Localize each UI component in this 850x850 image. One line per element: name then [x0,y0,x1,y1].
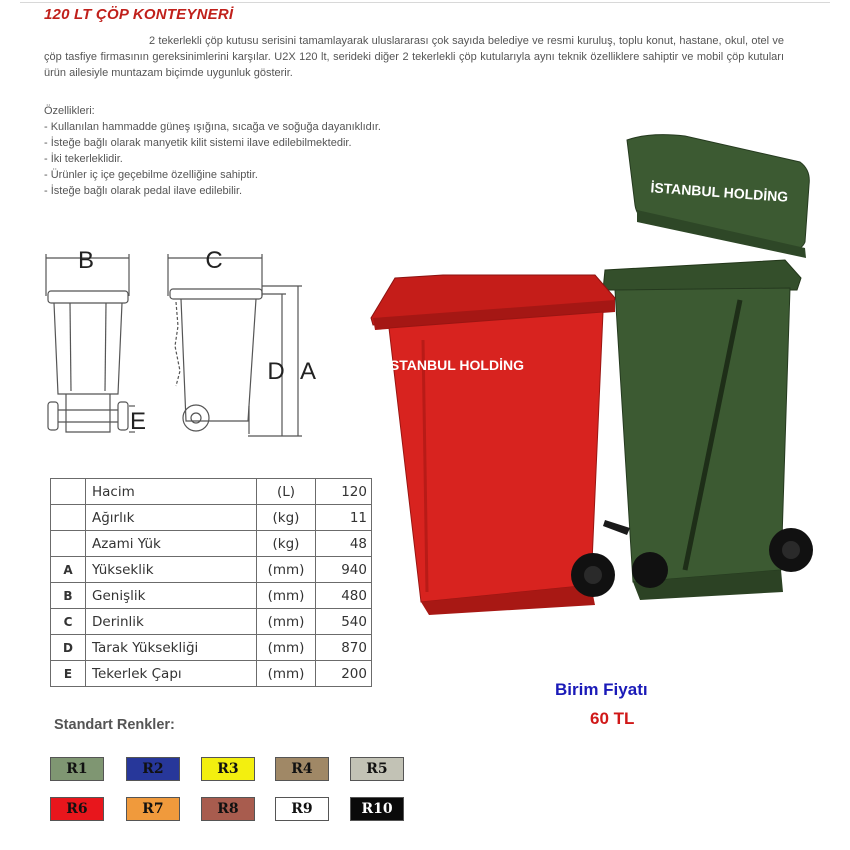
features-heading: Özellikleri: [44,105,95,117]
row-letter: C [51,609,86,635]
color-swatch-r5: R5 [350,757,404,781]
green-bin-pedal [603,520,630,535]
red-bin-body [389,312,603,602]
features-list [44,103,381,199]
row-value: 870 [316,635,372,661]
row-name: Azami Yük [86,531,257,557]
front-wheel-right [118,402,128,430]
label-e: E [129,408,147,435]
row-letter: E [51,661,86,687]
table-row [51,479,372,505]
feature-item: - İsteğe bağlı olarak manyetik kilit sistemi ilave edilebilmektedir. [44,137,352,149]
row-name: Tekerlek Çapı [86,661,257,687]
row-value: 120 [316,479,372,505]
green-bin-body [615,288,790,582]
side-wheel [183,405,209,431]
label-d: D [267,358,285,385]
technical-drawing [36,236,336,446]
color-swatch-r1: R1 [50,757,104,781]
table-row [51,505,372,531]
row-unit: (mm) [257,635,316,661]
green-bin-brand: İSTANBUL HOLDİNG [649,179,789,205]
row-name: Ağırlık [86,505,257,531]
green-bin-rim [603,260,801,290]
standard-colors-title: Standart Renkler: [54,717,175,733]
color-swatch-r4: R4 [275,757,329,781]
feature-item: - Kullanılan hammadde güneş ışığına, sıcağa ve soğuğa dayanıklıdır. [44,121,381,133]
row-unit: (kg) [257,505,316,531]
side-handle [175,302,180,386]
table-row [51,531,372,557]
table-row [51,609,372,635]
row-letter [51,531,86,557]
row-letter [51,505,86,531]
row-name: Derinlik [86,609,257,635]
intro-paragraph: 2 tekerlekli çöp kutusu serisini tamamlayarak uluslararası çok sayıda belediye ve resmi kuruluş, toplu konut, hastane, okul, otel ve çöp tasfiye firmasının gereksinimlerini karşılar. U2X 120 lt, serideki diğer 2 tekerlekli çöp kutularıyla aynı teknik özelliklere sahiptir ve mobil çöp kutuları ürün ailesiyle muntazam biçimde uygunluk gösterir. [44,35,784,79]
feature-item: - İsteğe bağlı olarak pedal ilave edilebilir. [44,185,243,197]
table-row [51,635,372,661]
row-value: 480 [316,583,372,609]
color-swatch-r6: R6 [50,797,104,821]
row-value: 48 [316,531,372,557]
row-value: 200 [316,661,372,687]
row-value: 540 [316,609,372,635]
color-swatch-r7: R7 [126,797,180,821]
table-row [51,557,372,583]
row-name: Genişlik [86,583,257,609]
color-swatch-r10: R10 [350,797,404,821]
row-name: Yükseklik [86,557,257,583]
red-bin-brand: İSTANBUL HOLDİNG [386,357,524,373]
unit-price-value: 60 TL [590,709,635,728]
feature-item: - İki tekerleklidir. [44,153,123,165]
green-bin-wheel-hub [782,541,800,559]
table-row [51,583,372,609]
front-body [54,303,122,394]
row-unit: (mm) [257,583,316,609]
row-value: 940 [316,557,372,583]
row-unit: (kg) [257,531,316,557]
front-lid [48,291,128,303]
table-row [51,661,372,687]
front-base [66,394,110,432]
color-swatch-r8: R8 [201,797,255,821]
color-swatch-r9: R9 [275,797,329,821]
row-letter: A [51,557,86,583]
top-divider [20,2,830,3]
page-title: 120 LT ÇÖP KONTEYNERİ [44,6,234,23]
feature-item: - Ürünler iç içe geçebilme özelliğine sahiptir. [44,169,258,181]
front-rib [105,303,106,391]
front-rib [70,303,71,391]
row-unit: (mm) [257,661,316,687]
color-swatch-r3: R3 [201,757,255,781]
label-a: A [299,358,317,385]
green-bin [603,135,813,600]
red-bin [371,275,615,615]
label-c: C [205,247,223,274]
red-bin-wheel-hub [584,566,602,584]
side-body [181,299,256,421]
row-letter: D [51,635,86,661]
row-unit: (L) [257,479,316,505]
label-b: B [77,247,95,274]
front-axle [58,410,118,422]
color-swatch-r2: R2 [126,757,180,781]
spec-table [50,478,372,687]
row-unit: (mm) [257,557,316,583]
row-letter [51,479,86,505]
unit-price-label: Birim Fiyatı [555,680,648,699]
bins-illustration [365,130,825,615]
side-lid [170,289,262,299]
row-value: 11 [316,505,372,531]
front-wheel-left [48,402,58,430]
row-letter: B [51,583,86,609]
row-unit: (mm) [257,609,316,635]
green-bin-wheel-back [632,552,668,588]
row-name: Hacim [86,479,257,505]
row-name: Tarak Yüksekliği [86,635,257,661]
